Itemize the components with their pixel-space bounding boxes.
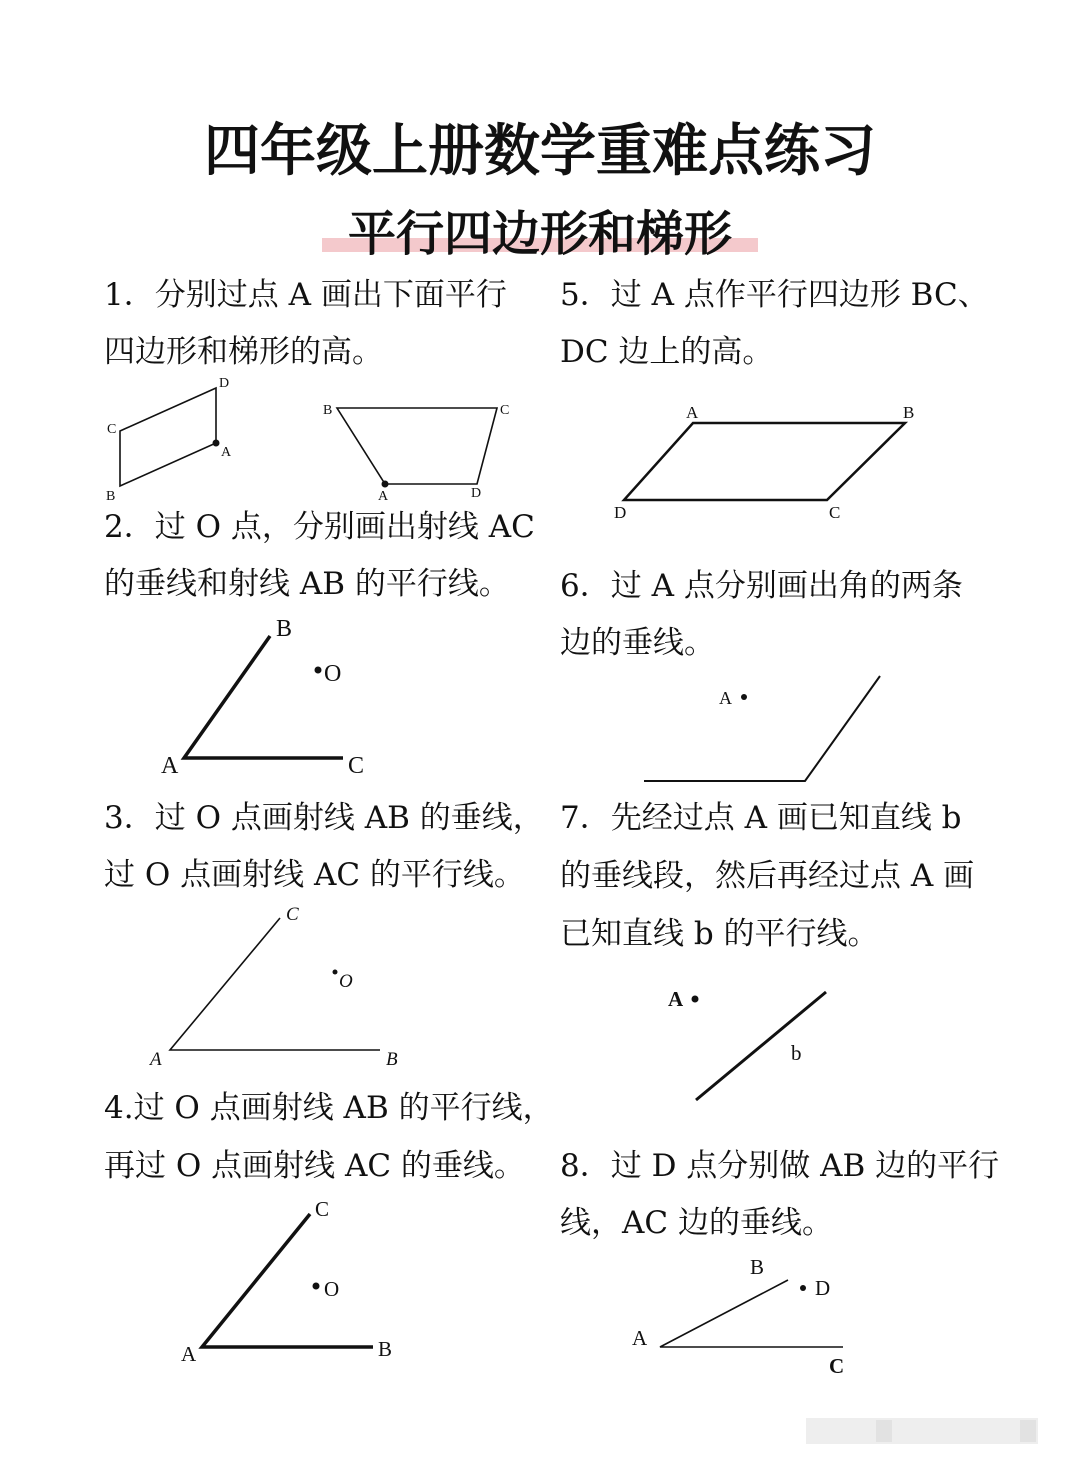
figure-7-line (668, 987, 826, 1100)
question-1-line-1: 1．分别过点 A 画出下面平行 (104, 277, 507, 313)
question-6-line-2: 边的垂线。 (560, 625, 715, 661)
label-a: A (378, 489, 389, 504)
label-c: C (286, 904, 299, 925)
label-a: A (181, 1342, 197, 1366)
figure-1-parallelogram (106, 376, 232, 504)
page-title: 四年级上册数学重难点练习 (204, 119, 876, 184)
label-d: D (815, 1276, 831, 1300)
point-o-dot (333, 970, 338, 975)
figure-4-angle (181, 1197, 392, 1366)
label-a: A (150, 1049, 162, 1070)
question-7-line-2: 的垂线段，然后再经过点 A 画 (560, 858, 975, 894)
label-b: B (903, 403, 915, 422)
question-8-line-2: 线，AC 边的垂线。 (560, 1205, 833, 1241)
label-o: O (324, 1277, 340, 1301)
label-a: A (719, 688, 732, 708)
label-c: C (348, 753, 365, 779)
page-subtitle: 平行四边形和梯形 (347, 206, 733, 262)
question-4-line-2: 再过 O 点画射线 AC 的垂线。 (104, 1148, 525, 1184)
question-7-line-3: 已知直线 b 的平行线。 (560, 916, 879, 952)
label-a: A (632, 1326, 648, 1350)
label-a: A (161, 753, 179, 779)
question-5-line-1: 5．过 A 点作平行四边形 BC、 (560, 277, 989, 313)
label-o: O (339, 971, 353, 992)
question-6 (560, 568, 963, 661)
figure-8-angle (632, 1255, 844, 1378)
label-a: A (686, 403, 699, 422)
question-3-line-2: 过 O 点画射线 AC 的平行线。 (104, 857, 525, 893)
figure-1-trapezoid (323, 403, 509, 504)
label-c: C (500, 403, 510, 418)
label-b: B (378, 1337, 393, 1361)
question-5 (560, 277, 989, 370)
question-2 (104, 509, 535, 602)
label-a: A (221, 445, 232, 460)
label-d: D (219, 376, 230, 391)
question-2-line-1: 2．过 O 点，分别画出射线 AC (104, 509, 535, 545)
question-3 (104, 800, 544, 893)
point-a-dot (741, 694, 747, 700)
label-b: B (323, 403, 333, 418)
question-7-line-1: 7．先经过点 A 画已知直线 b (560, 800, 962, 836)
label-b: B (750, 1255, 765, 1279)
label-b: B (386, 1049, 398, 1070)
point-o-dot (313, 1283, 320, 1290)
point-a-dot (382, 481, 389, 488)
figure-6-angle (644, 676, 880, 781)
label-o: O (324, 661, 342, 687)
label-c: C (315, 1197, 330, 1221)
question-2-line-2: 的垂线和射线 AB 的平行线。 (104, 566, 510, 602)
figure-3-angle (148, 904, 398, 1070)
point-d-dot (800, 1285, 806, 1291)
question-7 (560, 800, 974, 952)
point-o-dot (315, 667, 322, 674)
question-6-line-1: 6．过 A 点分别画出角的两条 (560, 568, 963, 604)
label-c: C (829, 1354, 845, 1378)
point-a-dot (213, 440, 220, 447)
question-4-line-1: 4.过 O 点画射线 AB 的平行线， (104, 1090, 554, 1126)
label-d: D (471, 486, 482, 501)
figure-2-angle (161, 616, 364, 779)
point-a-dot (692, 996, 699, 1003)
figure-5-parallelogram (614, 403, 914, 522)
question-1 (104, 277, 507, 370)
question-8 (560, 1148, 999, 1241)
label-d: D (614, 503, 627, 522)
watermark (806, 1418, 1038, 1444)
label-c: C (107, 422, 117, 437)
question-4 (104, 1090, 554, 1184)
label-a: A (668, 987, 684, 1011)
label-b: B (106, 489, 116, 504)
label-b: B (276, 616, 293, 642)
question-5-line-2: DC 边上的高。 (560, 334, 774, 370)
question-8-line-1: 8．过 D 点分别做 AB 边的平行 (560, 1148, 1000, 1184)
question-3-line-1: 3．过 O 点画射线 AB 的垂线， (104, 800, 544, 836)
label-b-line: b (791, 1041, 802, 1065)
label-c: C (829, 503, 841, 522)
question-1-line-2: 四边形和梯形的高。 (104, 334, 383, 370)
